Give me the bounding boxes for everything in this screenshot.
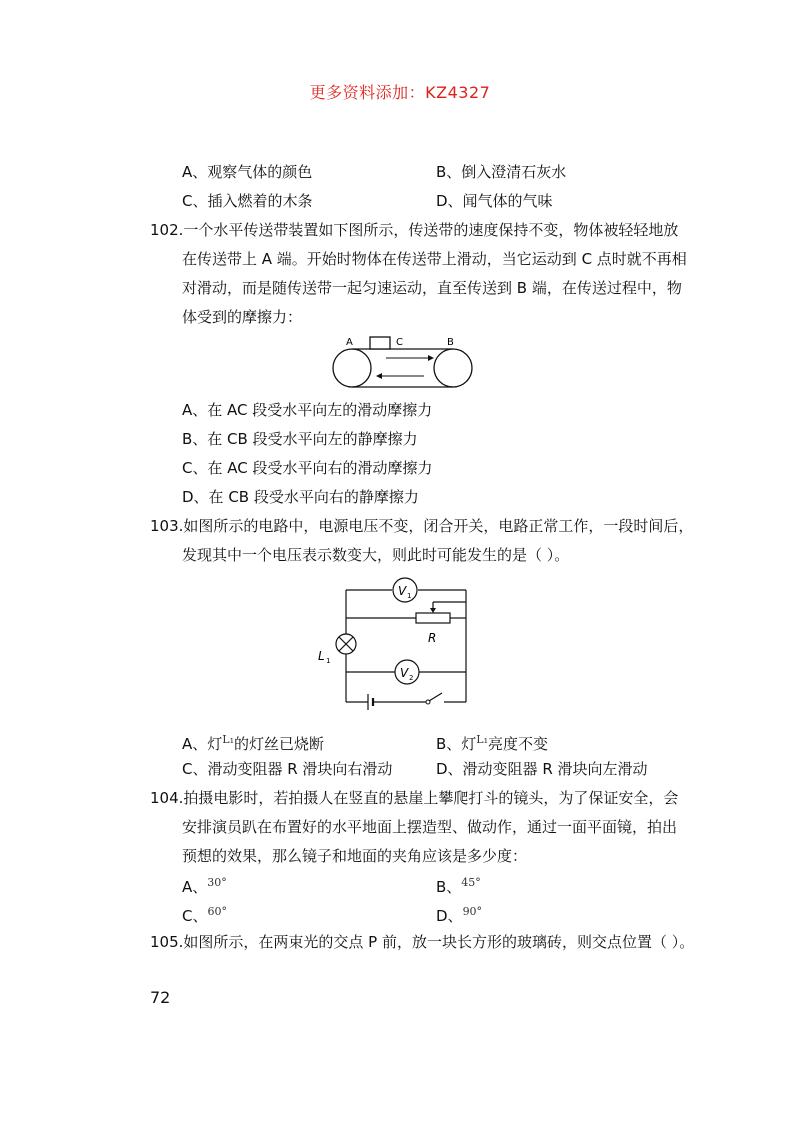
label-c: C <box>396 337 403 348</box>
q102-stem-line4: 体受到的摩擦力： <box>182 308 303 326</box>
svg-text:1: 1 <box>407 592 412 600</box>
q104-stem-line3: 预想的效果，那么镜子和地面的夹角应该是多少度： <box>182 847 528 865</box>
q104-option-d-value: 90° <box>462 905 483 918</box>
q104-option-b-label: B、 <box>436 878 462 896</box>
q103-stem-line1: 103.如图所示的电路中，电源电压不变，闭合开关，电路正常工作，一段时间后， <box>150 517 694 535</box>
q103-option-a-prefix: A、灯 <box>182 735 223 753</box>
q104-option-a-value: 30° <box>207 876 227 889</box>
q104-option-b-value: 45° <box>461 876 481 889</box>
q104-option-d <box>436 902 482 926</box>
q103-option-b <box>436 730 548 754</box>
q104-stem-line2: 安排演员趴在布置好的水平地面上摆造型、做动作，通过一面平面镜，拍出 <box>182 818 678 836</box>
q101-option-c: C、插入燃着的木条 <box>182 192 313 210</box>
q103-option-d: D、滑动变阻器 R 滑块向左滑动 <box>436 760 648 778</box>
q104-option-c <box>182 902 227 926</box>
q102-option-d: D、在 CB 段受水平向右的静摩擦力 <box>182 488 419 506</box>
q102-option-c: C、在 AC 段受水平向右的滑动摩擦力 <box>182 459 433 477</box>
q104-stem-line1: 104.拍摄电影时，若拍摄人在竖直的悬崖上攀爬打斗的镜头，为了保证安全，会 <box>150 789 679 807</box>
q103-option-b-prefix: B、灯 <box>436 735 477 753</box>
label-b: B <box>447 337 454 348</box>
page-number: 72 <box>150 988 171 1007</box>
q102-stem-line2: 在传送带上 A 端。开始时物体在传送带上滑动，当它运动到 C 点时就不再相 <box>182 250 687 268</box>
label-a: A <box>346 337 353 348</box>
svg-text:V: V <box>400 666 409 680</box>
q102-option-a: A、在 AC 段受水平向左的滑动摩擦力 <box>182 401 433 419</box>
q104-option-b <box>436 873 481 897</box>
q103-option-b-suffix: 亮度不变 <box>488 735 549 753</box>
q104-option-c-label: C、 <box>182 907 208 925</box>
q103-option-a-suffix: 的灯丝已烧断 <box>233 735 324 753</box>
q104-option-a <box>182 873 227 897</box>
svg-text:L: L <box>318 649 325 663</box>
q102-option-b: B、在 CB 段受水平向左的静摩擦力 <box>182 430 418 448</box>
conveyor-belt-figure <box>328 330 478 392</box>
q101-option-b: B、倒入澄清石灰水 <box>436 163 567 181</box>
block-object <box>370 337 390 349</box>
q103-stem-line2: 发现其中一个电压表示数变大，则此时可能发生的是（ ）。 <box>182 546 570 564</box>
q103-option-a <box>182 730 324 754</box>
q104-option-d-label: D、 <box>436 907 463 925</box>
q101-option-d: D、闻气体的气味 <box>436 192 553 210</box>
q101-option-a: A、观察气体的颜色 <box>182 163 313 181</box>
svg-text:R: R <box>428 631 437 645</box>
rheostat-r <box>416 613 450 623</box>
lamp-symbol: L₁ <box>476 733 489 746</box>
q104-option-c-value: 60° <box>207 905 227 918</box>
q105-stem-line1: 105.如图所示，在两束光的交点 P 前，放一块长方形的玻璃砖，则交点位置（ ）。 <box>150 933 695 951</box>
lamp-symbol: L₁ <box>222 733 234 746</box>
circuit-figure <box>310 572 480 712</box>
svg-text:2: 2 <box>409 674 414 682</box>
page-header: 更多资料添加：KZ4327 <box>309 83 491 102</box>
q104-option-a-label: A、 <box>182 878 208 896</box>
q103-option-c: C、滑动变阻器 R 滑块向右滑动 <box>182 760 393 778</box>
q102-stem-line1: 102.一个水平传送带装置如下图所示，传送带的速度保持不变，物体被轻轻地放 <box>150 221 679 239</box>
svg-text:V: V <box>398 584 407 598</box>
svg-text:1: 1 <box>326 657 331 665</box>
q102-stem-line3: 对滑动，而是随传送带一起匀速运动，直至传送到 B 端，在传送过程中，物 <box>182 279 682 297</box>
